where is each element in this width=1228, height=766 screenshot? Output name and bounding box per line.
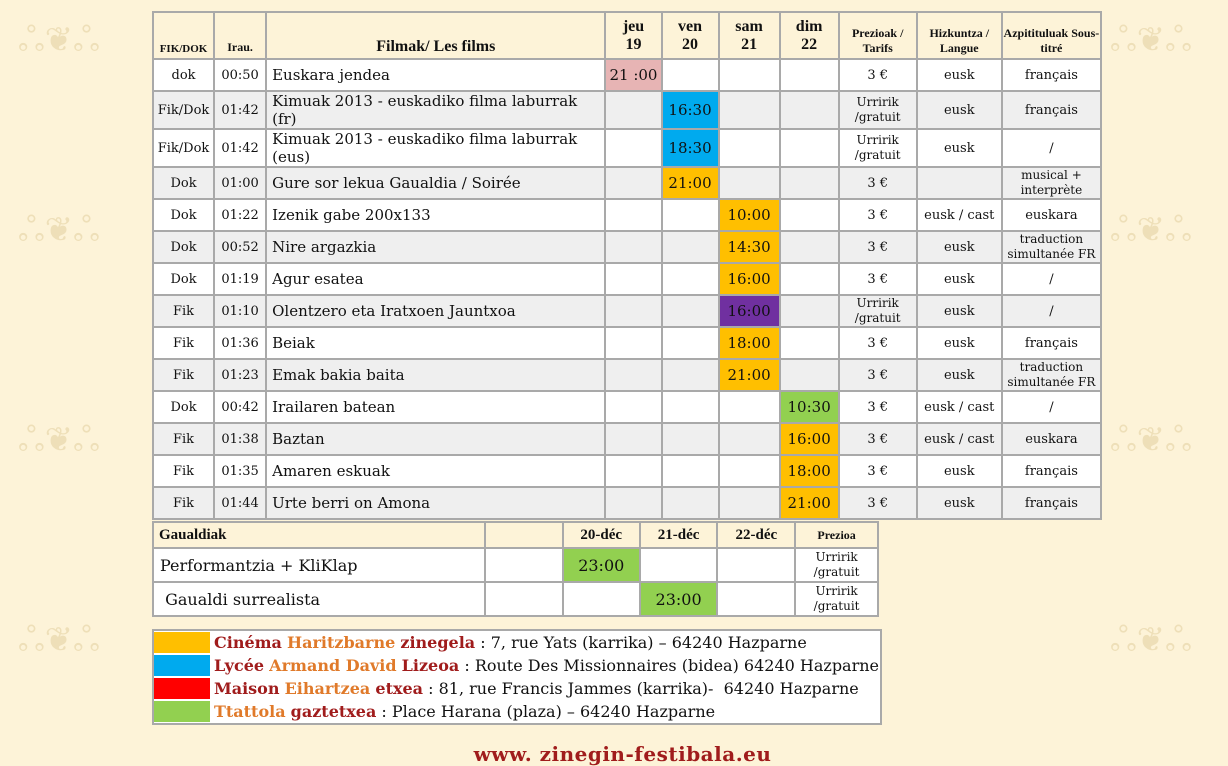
screening-time: 10:30 — [780, 391, 839, 423]
film-row — [153, 129, 1101, 167]
venue-name: Ttattola — [214, 702, 286, 721]
event-time: 23:00 — [640, 582, 718, 616]
empty-day-cell — [605, 91, 661, 129]
film-language: eusk — [917, 263, 1002, 295]
screening-time: 16:00 — [719, 295, 780, 327]
film-subtitles: / — [1002, 129, 1101, 167]
film-type: Fik — [153, 295, 214, 327]
film-row — [153, 295, 1101, 327]
empty-day-cell — [605, 129, 661, 167]
gaualdiak-rows — [153, 548, 878, 616]
film-language: eusk — [917, 59, 1002, 91]
film-duration: 01:42 — [214, 91, 266, 129]
screening-time: 16:00 — [780, 423, 839, 455]
gaualdiak-header-row — [153, 522, 878, 548]
screening-time: 21:00 — [662, 167, 719, 199]
gaualdiak-table — [152, 521, 879, 617]
empty-day-cell — [662, 487, 719, 519]
decor-left-1: ஃ❦ஃ — [18, 20, 100, 60]
gaualdiak-blank-header — [485, 522, 563, 548]
venue-legend — [152, 629, 882, 725]
screening-time: 21:00 — [780, 487, 839, 519]
film-rows — [153, 59, 1101, 519]
venue-address: : 7, rue Yats (karrika) – 64240 Hazparne — [475, 633, 807, 652]
film-duration: 00:50 — [214, 59, 266, 91]
screening-time: 18:00 — [780, 455, 839, 487]
empty-day-cell — [662, 455, 719, 487]
empty-cell — [485, 582, 563, 616]
empty-day-cell — [605, 455, 661, 487]
venue-word-3: Lizeoa — [401, 656, 460, 675]
film-row — [153, 455, 1101, 487]
film-language: eusk — [917, 295, 1002, 327]
film-subtitles: français — [1002, 327, 1101, 359]
day-name: sam — [735, 17, 763, 35]
empty-day-cell — [662, 359, 719, 391]
empty-day-cell — [780, 327, 839, 359]
film-duration: 01:00 — [214, 167, 266, 199]
schedule-header-row — [153, 12, 1101, 59]
film-title: Agur esatea — [266, 263, 605, 295]
film-duration: 01:42 — [214, 129, 266, 167]
film-language: eusk / cast — [917, 199, 1002, 231]
film-price: Urririk /gratuit — [839, 295, 917, 327]
empty-day-cell — [605, 327, 661, 359]
film-row — [153, 263, 1101, 295]
film-duration: 00:42 — [214, 391, 266, 423]
film-subtitles: euskara — [1002, 423, 1101, 455]
film-row — [153, 487, 1101, 519]
empty-date-cell — [717, 548, 795, 582]
empty-day-cell — [605, 231, 661, 263]
film-price: 3 € — [839, 263, 917, 295]
film-title: Urte berri on Amona — [266, 487, 605, 519]
venue-address: : Route Des Missionnaires (bidea) 64240 Hazparne — [459, 656, 880, 675]
film-row — [153, 327, 1101, 359]
film-type: Fik/Dok — [153, 91, 214, 129]
empty-day-cell — [605, 167, 661, 199]
film-row — [153, 199, 1101, 231]
screening-time: 21:00 — [719, 359, 780, 391]
venue-color-swatch — [154, 655, 210, 676]
empty-cell — [485, 548, 563, 582]
empty-day-cell — [780, 295, 839, 327]
screening-time: 16:30 — [662, 91, 719, 129]
film-title: Amaren eskuak — [266, 455, 605, 487]
film-price: 3 € — [839, 167, 917, 199]
film-title: Emak bakia baita — [266, 359, 605, 391]
film-type: Fik — [153, 359, 214, 391]
day-number: 21 — [741, 35, 758, 53]
duration-header: Irau. — [214, 12, 266, 59]
empty-day-cell — [662, 199, 719, 231]
gaualdiak-date-0: 20-déc — [563, 522, 640, 548]
film-price: 3 € — [839, 423, 917, 455]
gaualdiak-date-1: 21-déc — [640, 522, 718, 548]
empty-day-cell — [780, 167, 839, 199]
legend-text — [214, 633, 807, 652]
film-row — [153, 59, 1101, 91]
film-duration: 01:36 — [214, 327, 266, 359]
films-header: Filmak/ Les films — [266, 12, 605, 59]
film-type: Dok — [153, 199, 214, 231]
film-subtitles: français — [1002, 487, 1101, 519]
empty-day-cell — [719, 455, 780, 487]
venue-word-1: Lycée — [214, 656, 265, 675]
film-schedule-table — [152, 11, 1102, 520]
film-price: Urririk /gratuit — [839, 91, 917, 129]
film-language: eusk — [917, 327, 1002, 359]
film-title: Baztan — [266, 423, 605, 455]
film-language: eusk — [917, 231, 1002, 263]
day-number: 22 — [801, 35, 818, 53]
event-price: Urririk /gratuit — [795, 548, 878, 582]
day-number: 20 — [682, 35, 699, 53]
screening-time: 16:00 — [719, 263, 780, 295]
empty-day-cell — [780, 359, 839, 391]
decor-left-3: ஃ❦ஃ — [18, 420, 100, 460]
venue-address: : 81, rue Francis Jammes (karrika)- 64240 Hazparne — [423, 679, 859, 698]
decor-right-1: ஃ❦ஃ — [1110, 20, 1192, 60]
film-price: 3 € — [839, 391, 917, 423]
empty-day-cell — [719, 59, 780, 91]
empty-day-cell — [719, 91, 780, 129]
website-link[interactable]: www. zinegin-festibala.eu — [473, 742, 772, 766]
empty-day-cell — [780, 129, 839, 167]
film-subtitles: musical + interprète — [1002, 167, 1101, 199]
empty-day-cell — [662, 231, 719, 263]
decor-left-2: ஃ❦ஃ — [18, 210, 100, 250]
film-row — [153, 167, 1101, 199]
empty-date-cell — [640, 548, 718, 582]
empty-day-cell — [662, 59, 719, 91]
screening-time: 18:00 — [719, 327, 780, 359]
film-duration: 01:10 — [214, 295, 266, 327]
day-header-0 — [605, 12, 661, 59]
empty-day-cell — [780, 91, 839, 129]
film-duration: 01:44 — [214, 487, 266, 519]
empty-day-cell — [662, 391, 719, 423]
subtitle-header: Azpitituluak Sous-titré — [1002, 12, 1101, 59]
empty-date-cell — [717, 582, 795, 616]
empty-day-cell — [662, 263, 719, 295]
empty-date-cell — [563, 582, 640, 616]
day-header-1 — [662, 12, 719, 59]
film-language: eusk — [917, 455, 1002, 487]
film-type: Dok — [153, 263, 214, 295]
event-price: Urririk /gratuit — [795, 582, 878, 616]
empty-day-cell — [605, 359, 661, 391]
empty-day-cell — [662, 423, 719, 455]
venue-word-3: etxea — [375, 679, 424, 698]
gaualdiak-date-2: 22-déc — [717, 522, 795, 548]
film-title: Olentzero eta Iratxoen Jauntxoa — [266, 295, 605, 327]
decor-right-2: ஃ❦ஃ — [1110, 210, 1192, 250]
venue-name: Haritzbarne — [287, 633, 396, 652]
film-language — [917, 167, 1002, 199]
venue-color-swatch — [154, 632, 210, 653]
film-title: Nire argazkia — [266, 231, 605, 263]
film-title: Irailaren batean — [266, 391, 605, 423]
empty-day-cell — [605, 199, 661, 231]
empty-day-cell — [719, 423, 780, 455]
venue-word-1: Maison — [214, 679, 280, 698]
type-header: FIK/DOK — [153, 12, 214, 59]
film-row — [153, 231, 1101, 263]
gaualdiak-price-header: Prezioa — [795, 522, 878, 548]
empty-day-cell — [605, 391, 661, 423]
film-title: Euskara jendea — [266, 59, 605, 91]
empty-day-cell — [605, 263, 661, 295]
film-type: Fik — [153, 327, 214, 359]
empty-day-cell — [719, 129, 780, 167]
film-type: dok — [153, 59, 214, 91]
film-price: 3 € — [839, 359, 917, 391]
film-type: Fik — [153, 455, 214, 487]
film-row — [153, 391, 1101, 423]
event-time: 23:00 — [563, 548, 640, 582]
film-subtitles: français — [1002, 59, 1101, 91]
legend-text — [214, 679, 859, 698]
film-subtitles: traduction simultanée FR — [1002, 231, 1101, 263]
decor-right-3: ஃ❦ஃ — [1110, 420, 1192, 460]
empty-day-cell — [719, 167, 780, 199]
film-price: 3 € — [839, 59, 917, 91]
price-header: Prezioak / Tarifs — [839, 12, 917, 59]
venue-color-swatch — [154, 678, 210, 699]
event-name: Gaualdi surrealista — [153, 582, 485, 616]
film-price: 3 € — [839, 487, 917, 519]
legend-row — [154, 654, 880, 677]
film-title: Izenik gabe 200x133 — [266, 199, 605, 231]
empty-day-cell — [605, 423, 661, 455]
film-language: eusk — [917, 91, 1002, 129]
gaualdiak-row — [153, 582, 878, 616]
film-subtitles: / — [1002, 391, 1101, 423]
empty-day-cell — [780, 199, 839, 231]
film-title: Kimuak 2013 - euskadiko filma laburrak (fr) — [266, 91, 605, 129]
film-type: Fik — [153, 423, 214, 455]
empty-day-cell — [719, 391, 780, 423]
day-header-3 — [780, 12, 839, 59]
day-name: dim — [795, 17, 823, 35]
film-type: Fik/Dok — [153, 129, 214, 167]
language-header: Hizkuntza / Langue — [917, 12, 1002, 59]
film-duration: 01:35 — [214, 455, 266, 487]
day-header-2 — [719, 12, 780, 59]
film-type: Dok — [153, 167, 214, 199]
film-row — [153, 423, 1101, 455]
screening-time: 21 :00 — [605, 59, 661, 91]
film-price: 3 € — [839, 327, 917, 359]
empty-day-cell — [780, 263, 839, 295]
empty-day-cell — [719, 487, 780, 519]
day-number: 19 — [625, 35, 642, 53]
legend-text — [214, 702, 715, 721]
film-subtitles: euskara — [1002, 199, 1101, 231]
film-row — [153, 359, 1101, 391]
film-language: eusk — [917, 487, 1002, 519]
film-subtitles: traduction simultanée FR — [1002, 359, 1101, 391]
film-price: 3 € — [839, 455, 917, 487]
film-title: Kimuak 2013 - euskadiko filma laburrak (eus) — [266, 129, 605, 167]
film-type: Dok — [153, 391, 214, 423]
venue-word-1: Cinéma — [214, 633, 282, 652]
film-type: Fik — [153, 487, 214, 519]
film-price: 3 € — [839, 199, 917, 231]
film-duration: 00:52 — [214, 231, 266, 263]
event-name: Performantzia + KliKlap — [153, 548, 485, 582]
decor-left-4: ஃ❦ஃ — [18, 620, 100, 660]
film-language: eusk / cast — [917, 423, 1002, 455]
screening-time: 14:30 — [719, 231, 780, 263]
film-subtitles: / — [1002, 295, 1101, 327]
film-language: eusk / cast — [917, 391, 1002, 423]
film-price: 3 € — [839, 231, 917, 263]
empty-day-cell — [780, 231, 839, 263]
screening-time: 18:30 — [662, 129, 719, 167]
day-name: jeu — [622, 17, 645, 35]
empty-day-cell — [605, 295, 661, 327]
film-duration: 01:23 — [214, 359, 266, 391]
film-row — [153, 91, 1101, 129]
film-type: Dok — [153, 231, 214, 263]
empty-day-cell — [662, 295, 719, 327]
venue-name: Eihartzea — [284, 679, 371, 698]
gaualdiak-heading: Gaualdiak — [153, 522, 485, 548]
venue-address: : Place Harana (plaza) – 64240 Hazparne — [376, 702, 716, 721]
legend-row — [154, 700, 880, 723]
decor-right-4: ஃ❦ஃ — [1110, 620, 1192, 660]
film-price: Urririk /gratuit — [839, 129, 917, 167]
gaualdiak-row — [153, 548, 878, 582]
empty-day-cell — [780, 59, 839, 91]
venue-name: Armand David — [269, 656, 397, 675]
film-title: Gure sor lekua Gaualdia / Soirée — [266, 167, 605, 199]
empty-day-cell — [662, 327, 719, 359]
film-duration: 01:22 — [214, 199, 266, 231]
film-subtitles: français — [1002, 455, 1101, 487]
film-duration: 01:38 — [214, 423, 266, 455]
film-duration: 01:19 — [214, 263, 266, 295]
day-name: ven — [678, 17, 703, 35]
screening-time: 10:00 — [719, 199, 780, 231]
venue-color-swatch — [154, 701, 210, 722]
film-subtitles: / — [1002, 263, 1101, 295]
legend-row — [154, 631, 880, 654]
venue-word-3: zinegela — [400, 633, 476, 652]
film-title: Beiak — [266, 327, 605, 359]
legend-text — [214, 656, 879, 675]
film-language: eusk — [917, 129, 1002, 167]
empty-day-cell — [605, 487, 661, 519]
film-subtitles: français — [1002, 91, 1101, 129]
legend-row — [154, 677, 880, 700]
venue-word-3: gaztetxea — [290, 702, 377, 721]
film-language: eusk — [917, 359, 1002, 391]
